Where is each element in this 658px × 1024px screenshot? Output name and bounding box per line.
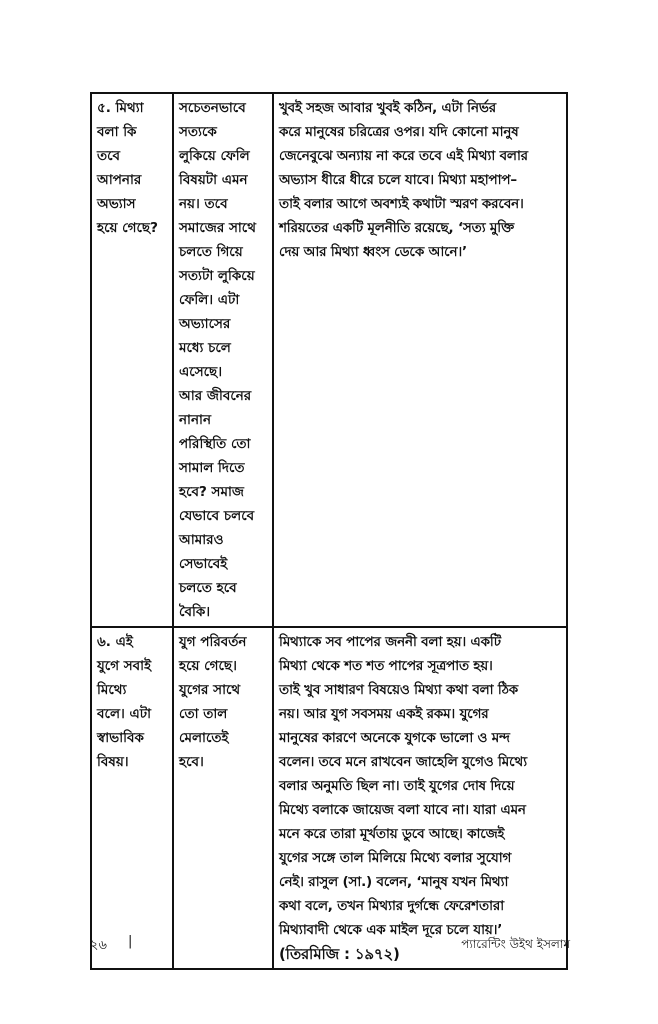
reason-line: আমারও	[179, 532, 224, 548]
question-line: যুগে সবাই	[97, 658, 152, 674]
question-cell	[91, 93, 173, 627]
reason-cell	[173, 627, 273, 969]
question-line: অভ্যাস	[97, 196, 136, 212]
answer-line: করে মানুষের চরিত্রের ওপর। যদি কোনো মানুষ	[279, 124, 519, 140]
reason-line: এসেছে।	[179, 364, 223, 380]
question-line: মিথ্যে	[97, 682, 127, 698]
page-number: ২৬	[90, 938, 107, 953]
reason-line: চলতে হবে	[179, 580, 237, 596]
question-line: তবে	[97, 148, 121, 164]
answer-line: অভ্যাস ধীরে ধীরে চলে যাবে। মিথ্যা মহাপাপ–	[279, 172, 517, 188]
answer-line: নেই। রাসুল (সা.) বলেন, ‘মানুষ যখন মিথ্যা	[279, 874, 509, 890]
footer-separator: |	[128, 934, 133, 949]
table-body	[91, 93, 567, 969]
table-row	[91, 93, 567, 627]
reason-line: মধ্যে চলে	[179, 340, 231, 356]
reason-line: নয়। তবে	[179, 196, 228, 212]
content-table	[90, 92, 568, 970]
reason-line: বৈকি।	[179, 604, 211, 620]
answer-line: কথা বলে, তখন মিথ্যার দুর্গন্ধে ফেরেশতারা	[279, 898, 504, 914]
reason-line: বিষয়টা এমন	[179, 172, 248, 188]
reason-line: হবে।	[179, 754, 204, 770]
reason-line: যুগের সাথে	[179, 682, 241, 698]
answer-cell	[273, 93, 567, 627]
question-line: বলে। এটা	[97, 706, 152, 722]
answer-line: বলেন। তবে মনে রাখবেন জাহেলি যুগেও মিথ্যে	[279, 754, 527, 770]
reason-line: সত্যটা লুকিয়ে	[179, 268, 255, 284]
reason-line: নানান	[179, 412, 212, 428]
reason-line: হয়ে গেছে।	[179, 658, 237, 674]
answer-line: বলার অনুমতি ছিল না। তাই যুগের দোষ দিয়ে	[279, 778, 515, 794]
table-row	[91, 627, 567, 969]
answer-line: মিথ্যা থেকে শত শত পাপের সূত্রপাত হয়।	[279, 658, 493, 674]
book-title: প্যারেন্টিং উইথ ইসলাম	[461, 937, 570, 951]
answer-line: মানুষের কারণে অনেকে যুগকে ভালো ও মন্দ	[279, 730, 510, 746]
answer-line: দেয় আর মিথ্যা ধ্বংস ডেকে আনে।’	[279, 244, 467, 260]
question-line: হয়ে গেছে?	[97, 220, 158, 236]
answer-line: যুগের সঙ্গে তাল মিলিয়ে মিথ্যে বলার সুযোগ	[279, 850, 512, 866]
reason-line: পরিস্থিতি তো	[179, 436, 251, 452]
question-line: ৬. এই	[97, 634, 133, 650]
reason-line: হবে? সমাজ	[179, 484, 244, 500]
reason-line: অভ্যাসের	[179, 316, 231, 332]
answer-cell	[273, 627, 567, 969]
question-cell	[91, 627, 173, 969]
question-line: বলা কি	[97, 124, 137, 140]
reason-line: সামাল দিতে	[179, 460, 245, 476]
answer-line: নয়। আর যুগ সবসময় একই রকম। যুগের	[279, 706, 489, 722]
question-line: ৫. মিথ্যা	[97, 100, 144, 116]
reason-line: সেভাবেই	[179, 556, 228, 572]
answer-line: শরিয়তের একটি মূলনীতি রয়েছে, ‘সত্য মুক্তি	[279, 220, 515, 236]
reason-line: তো তাল	[179, 706, 228, 722]
answer-line: মিথ্যে বলাকে জায়েজ বলা যাবে না। যারা এমন	[279, 802, 526, 818]
reason-line: ফেলি। এটা	[179, 292, 240, 308]
citation-reference: (তিরমিজি : ১৯৭২)	[279, 945, 400, 963]
answer-line: তাই বলার আগে অবশ্যই কথাটা স্মরণ করবেন।	[279, 196, 524, 212]
question-line: স্বাভাবিক	[97, 730, 144, 746]
reason-line: চলতে গিয়ে	[179, 244, 243, 260]
answer-line: তাই খুব সাধারণ বিষয়েও মিথ্যা কথা বলা ঠিক	[279, 682, 519, 698]
answer-line: খুবই সহজ আবার খুবই কঠিন, এটা নির্ভর	[279, 100, 496, 116]
reason-line: সত্যকে	[179, 124, 217, 140]
question-line: বিষয়।	[97, 754, 129, 770]
answer-line: মিথ্যাবাদী থেকে এক মাইল দূরে চলে যায়।’	[279, 922, 503, 938]
question-line: আপনার	[97, 172, 142, 188]
reason-line: যেভাবে চলবে	[179, 508, 255, 524]
reason-line: সমাজের সাথে	[179, 220, 256, 236]
reason-line: মেলাতেই	[179, 730, 229, 746]
reason-line: লুকিয়ে ফেলি	[179, 148, 250, 164]
reason-line: যুগ পরিবর্তন	[179, 634, 247, 650]
reason-line: সচেতনভাবে	[179, 100, 246, 116]
reason-cell	[173, 93, 273, 627]
answer-line: জেনেবুঝে অন্যায় না করে তবে এই মিথ্যা বলার	[279, 148, 528, 164]
answer-line: মিথ্যাকে সব পাপের জননী বলা হয়। একটি	[279, 634, 501, 650]
reason-line: আর জীবনের	[179, 388, 252, 404]
answer-line: মনে করে তারা মূর্খতায় ডুবে আছে। কাজেই	[279, 826, 505, 842]
